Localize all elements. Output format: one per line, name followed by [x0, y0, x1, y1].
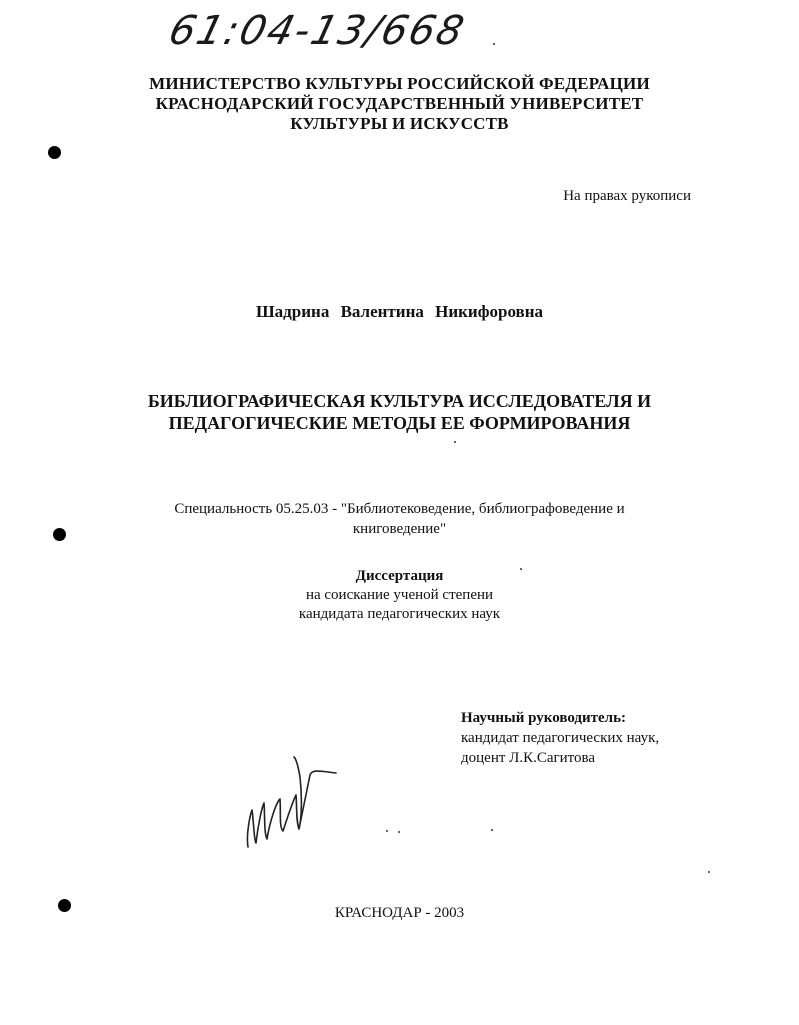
speck-icon — [386, 830, 388, 832]
institution-line-2: КРАСНОДАРСКИЙ ГОСУДАРСТВЕННЫЙ УНИВЕРСИТЕТ — [155, 94, 644, 113]
speck-icon — [454, 441, 456, 443]
institution-line-3: КУЛЬТУРЫ И ИСКУССТВ — [290, 114, 509, 133]
institution-line-1: МИНИСТЕРСТВО КУЛЬТУРЫ РОССИЙСКОЙ ФЕДЕРАЦИИ — [149, 74, 650, 93]
binding-hole-icon — [48, 146, 61, 159]
dissertation-label: Диссертация — [355, 568, 444, 584]
specialty — [0, 499, 799, 539]
dissertation-title — [0, 390, 799, 434]
author-name: Шадрина Валентина Никифоровна — [256, 302, 543, 321]
advisor-line-1: кандидат педагогических наук, — [461, 730, 660, 746]
advisor-label: Научный руководитель: — [461, 710, 626, 726]
specialty-line-1: Специальность 05.25.03 - "Библиотековедение, библиографоведение и — [174, 501, 625, 517]
dissertation-line-2: кандидата педагогических наук — [298, 606, 501, 622]
speck-icon — [520, 568, 522, 570]
speck-icon — [708, 871, 710, 873]
speck-icon — [491, 829, 493, 831]
city-year: КРАСНОДАР - 2003 — [334, 905, 465, 921]
archive-code: 61:04-13/668 — [164, 8, 471, 54]
binding-hole-icon — [58, 899, 71, 912]
dissertation-line-1: на соискание ученой степени — [305, 587, 494, 603]
title-line-2: ПЕДАГОГИЧЕСКИЕ МЕТОДЫ ЕЕ ФОРМИРОВАНИЯ — [168, 413, 631, 433]
institution-header — [0, 74, 799, 134]
speck-icon — [493, 43, 495, 45]
advisor-block — [461, 708, 659, 768]
advisor-line-2: доцент Л.К.Сагитова — [461, 750, 596, 766]
binding-hole-icon — [53, 528, 66, 541]
speck-icon — [398, 831, 400, 833]
specialty-line-2: книговедение" — [352, 521, 447, 537]
dissertation-info — [0, 567, 799, 624]
signature-icon — [240, 755, 350, 855]
manuscript-note: На правах рукописи — [563, 188, 691, 204]
title-line-1: БИБЛИОГРАФИЧЕСКАЯ КУЛЬТУРА ИССЛЕДОВАТЕЛЯ И — [147, 391, 652, 411]
